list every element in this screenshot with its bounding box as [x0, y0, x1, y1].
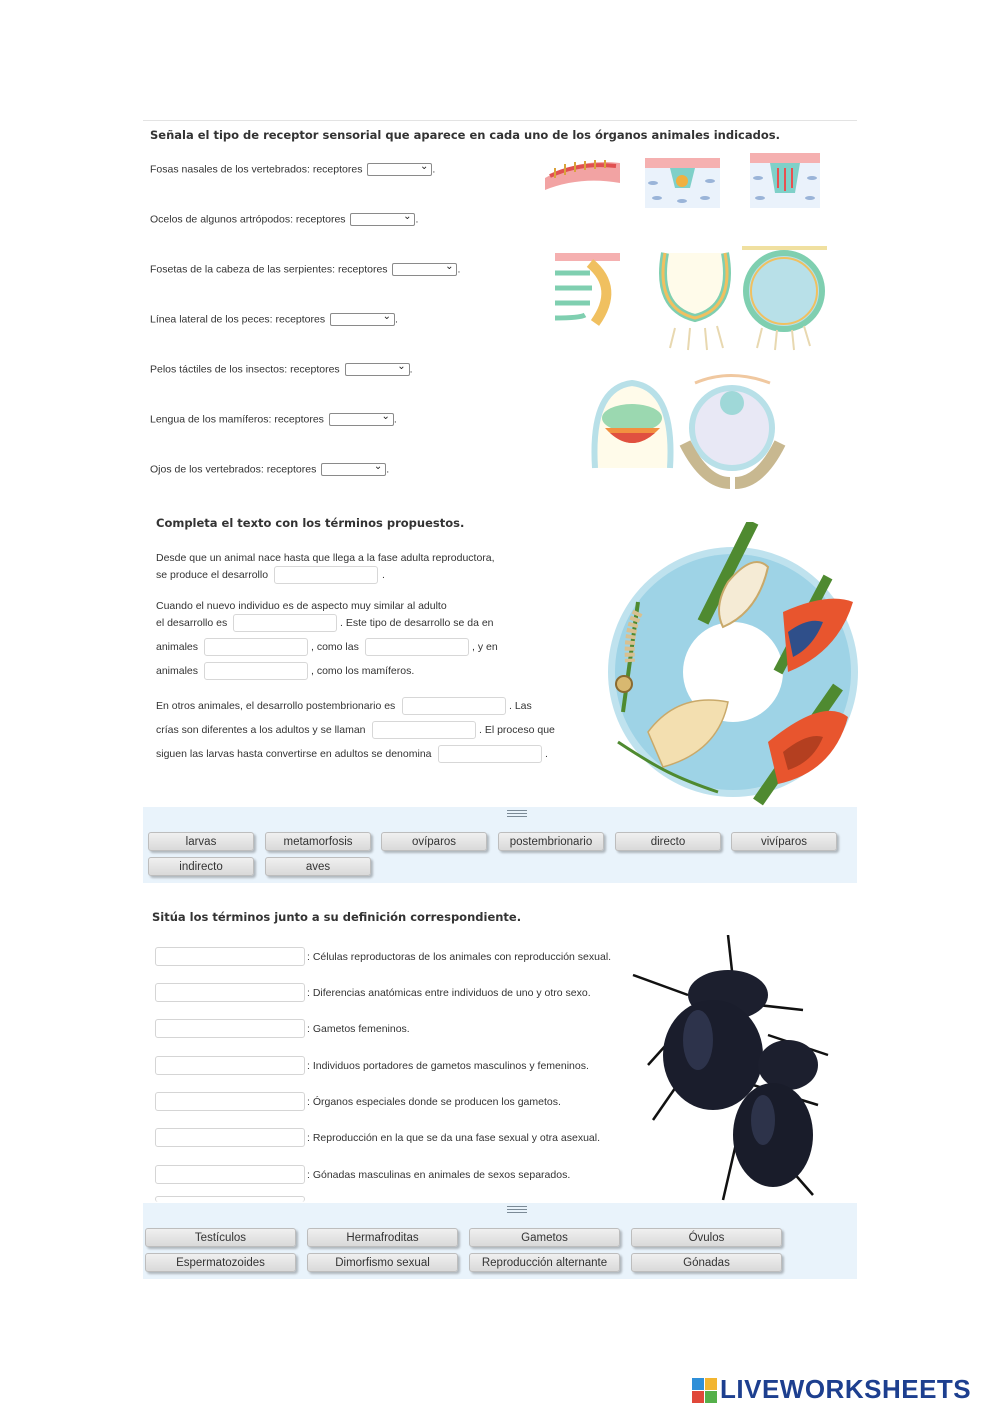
receptor-dropdown[interactable]: [345, 363, 410, 376]
chevron-down-icon: ⌄: [397, 361, 406, 372]
draggable-term[interactable]: indirecto: [148, 857, 254, 876]
draggable-term[interactable]: directo: [615, 832, 721, 851]
paragraph-text: , como los mamíferos.: [311, 665, 415, 677]
paragraph-text: se produce el desarrollo: [156, 569, 269, 581]
draggable-term[interactable]: Reproducción alternante: [469, 1253, 620, 1272]
term-drop-field[interactable]: [155, 1196, 305, 1202]
term-drop-field[interactable]: [155, 983, 305, 1002]
question-row: Ocelos de algunos artrópodos: receptores ⌄ .: [150, 211, 419, 226]
section3-title: Sitúa los términos junto a su definición correspondiente.: [152, 910, 522, 924]
section2-title: Completa el texto con los términos propuestos.: [156, 516, 465, 530]
paragraph-text: En otros animales, el desarrollo postembrionario es: [156, 700, 396, 712]
paragraph-text: .: [382, 569, 385, 581]
term-drop-field[interactable]: [155, 1056, 305, 1075]
paragraph-text: .: [545, 748, 548, 760]
fill-blank-input[interactable]: [438, 745, 542, 763]
pit-organ-image: [750, 153, 820, 208]
beetles-illustration: [628, 935, 838, 1203]
section1-title: Señala el tipo de receptor sensorial que aparece en cada uno de los órganos animales indicados.: [150, 128, 780, 142]
receptor-dropdown[interactable]: [392, 263, 457, 276]
question-row: Fosas nasales de los vertebrados: receptores ⌄ .: [150, 161, 436, 176]
paragraph-text: animales: [156, 641, 199, 653]
draggable-term[interactable]: postembrionario: [498, 832, 604, 851]
fill-blank-input[interactable]: [365, 638, 469, 656]
vertebrate-eye-image: [685, 376, 780, 484]
term-drop-field[interactable]: [155, 1165, 305, 1184]
top-divider: [143, 120, 857, 121]
question-row: Pelos táctiles de los insectos: receptores ⌄ .: [150, 361, 413, 376]
chevron-down-icon: ⌄: [419, 161, 429, 172]
receptor-dropdown[interactable]: [330, 313, 395, 326]
draggable-term[interactable]: Dimorfismo sexual: [307, 1253, 458, 1272]
question-row: Línea lateral de los peces: receptores ⌄ .: [150, 311, 398, 326]
liveworksheets-logo-icon: [692, 1378, 718, 1404]
paragraph-text: crías son diferentes a los adultos y se llaman: [156, 724, 366, 736]
paragraph-text: , y en: [472, 641, 498, 653]
paragraph-text: siguen las larvas hasta convertirse en adultos se denomina: [156, 748, 432, 760]
chevron-down-icon: ⌄: [381, 411, 390, 422]
drag-handle-icon[interactable]: [507, 810, 527, 819]
brand-name: LIVEWORKSHEETS: [720, 1374, 972, 1404]
draggable-term[interactable]: Hermafroditas: [307, 1228, 458, 1247]
draggable-term[interactable]: Óvulos: [631, 1228, 782, 1247]
fill-blank-input[interactable]: [204, 638, 308, 656]
paragraph-text: . El proceso que: [479, 724, 555, 736]
term-drop-field[interactable]: [155, 947, 305, 966]
definition-text: : Gametos femeninos.: [307, 1023, 410, 1035]
receptor-dropdown[interactable]: [329, 413, 394, 426]
definition-text: : Gónadas masculinas en animales de sexos separados.: [307, 1169, 571, 1181]
paragraph-text: . Este tipo de desarrollo se da en: [340, 617, 494, 629]
fill-blank-input[interactable]: [402, 697, 506, 715]
chevron-down-icon: ⌄: [382, 311, 392, 322]
camera-eye-image: [594, 383, 670, 468]
question-label: Fosetas de la cabeza de las serpientes: receptores: [150, 263, 388, 276]
definition-text: : Órganos especiales donde se producen los gametos.: [307, 1096, 561, 1108]
question-label: Lengua de los mamíferos: receptores: [150, 413, 324, 426]
question-label: Ocelos de algunos artrópodos: receptores: [150, 213, 346, 226]
draggable-term[interactable]: aves: [265, 857, 371, 876]
fill-blank-input[interactable]: [204, 662, 308, 680]
cup-eye-image: [663, 253, 727, 350]
definition-text: : Individuos portadores de gametos masculinos y femeninos.: [307, 1060, 589, 1072]
lateral-line-image: [555, 253, 620, 323]
term-drop-field[interactable]: [155, 1019, 305, 1038]
definition-text: : Células reproductoras de los animales con reproducción sexual.: [307, 951, 612, 963]
question-label: Ojos de los vertebrados: receptores: [150, 463, 317, 476]
ocelli-image: [645, 158, 720, 208]
chevron-down-icon: ⌄: [373, 461, 383, 472]
definition-text: : Diferencias anatómicas entre individuos de uno y otro sexo.: [307, 987, 591, 999]
draggable-term[interactable]: Espermatozoides: [145, 1253, 296, 1272]
draggable-term[interactable]: Gametos: [469, 1228, 620, 1247]
sensory-organs-illustration: [540, 148, 830, 493]
paragraph-text: , como las: [311, 641, 359, 653]
draggable-term[interactable]: metamorfosis: [265, 832, 371, 851]
paragraph-text: Cuando el nuevo individuo es de aspecto muy similar al adulto: [156, 600, 447, 612]
olfactory-epithelium-image: [545, 160, 620, 190]
fill-blank-input[interactable]: [274, 566, 378, 584]
receptor-dropdown[interactable]: [350, 213, 415, 226]
chevron-down-icon: ⌄: [403, 211, 412, 222]
question-label: Fosas nasales de los vertebrados: receptores: [150, 163, 363, 176]
draggable-term[interactable]: Testículos: [145, 1228, 296, 1247]
paragraph-text: . Las: [509, 700, 532, 712]
question-row: Lengua de los mamíferos: receptores ⌄ .: [150, 411, 397, 426]
question-row: Fosetas de la cabeza de las serpientes: receptores ⌄ .: [150, 261, 461, 276]
life-cycle-illustration: [608, 522, 858, 807]
chevron-down-icon: ⌄: [445, 261, 454, 272]
paragraph-text: Desde que un animal nace hasta que llega a la fase adulta reproductora,: [156, 552, 495, 564]
draggable-term[interactable]: larvas: [148, 832, 254, 851]
receptor-dropdown[interactable]: [367, 163, 432, 176]
lens-eye-image: [742, 248, 827, 350]
paragraph-text: animales: [156, 665, 199, 677]
drag-handle-icon[interactable]: [507, 1206, 527, 1215]
draggable-term[interactable]: vivíparos: [731, 832, 837, 851]
question-label: Pelos táctiles de los insectos: receptores: [150, 363, 340, 376]
term-drop-field[interactable]: [155, 1128, 305, 1147]
fill-blank-input[interactable]: [372, 721, 476, 739]
term-drop-field[interactable]: [155, 1092, 305, 1111]
definition-text: : Reproducción en la que se da una fase sexual y otra asexual.: [307, 1132, 601, 1144]
question-label: Línea lateral de los peces: receptores: [150, 313, 326, 326]
fill-blank-input[interactable]: [233, 614, 337, 632]
draggable-term[interactable]: ovíparos: [381, 832, 487, 851]
question-row: Ojos de los vertebrados: receptores ⌄ .: [150, 461, 390, 476]
paragraph-text: el desarrollo es: [156, 617, 228, 629]
receptor-dropdown[interactable]: [321, 463, 386, 476]
draggable-term[interactable]: Gónadas: [631, 1253, 782, 1272]
